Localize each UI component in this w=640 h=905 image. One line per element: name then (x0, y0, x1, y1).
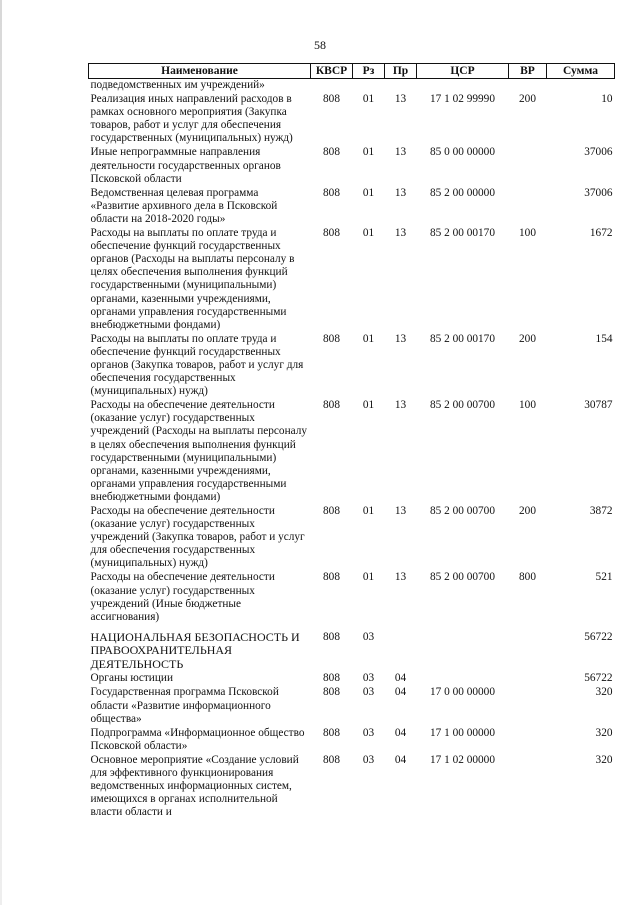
cell-sum: 521 (595, 571, 613, 584)
cell-name: НАЦИОНАЛЬНАЯ БЕЗОПАСНОСТЬ И ПРАВООХРАНИТЕЛЬНАЯ ДЕЯТЕЛЬНОСТЬ (90, 629, 300, 671)
cell-kvsr: 808 (323, 571, 340, 584)
cell-sum: 3872 (589, 505, 613, 517)
table-row (89, 672, 615, 686)
cell-sum: 30787 (584, 399, 613, 412)
cell-vr (509, 187, 547, 227)
table-header-row (89, 64, 615, 79)
cell-csr: 17 1 00 00000 (430, 726, 495, 739)
cell-csr: 85 0 00 00000 (430, 146, 495, 159)
table-body (89, 79, 615, 821)
cell-kvsr (311, 79, 353, 94)
cell-kvsr: 808 (323, 227, 340, 240)
cell-kvsr: 808 (323, 630, 340, 643)
cell-vr (509, 146, 547, 186)
cell-csr (417, 672, 509, 686)
cell-csr: 17 1 02 99990 (430, 93, 495, 106)
cell-pr: 13 (394, 186, 407, 199)
header-sum: Сумма (547, 64, 615, 79)
cell-name: Расходы на выплаты по оплате труда и обеспечение функций государственных органов (Расходы на выплаты персоналу в целях обеспечения выполнения функций государственными (муниципальными) органами, казенными учреждениями, органами управления государственными внебюджетными фондами) (90, 227, 295, 331)
cell-csr: 85 2 00 00170 (430, 332, 495, 345)
cell-pr: 13 (394, 571, 407, 584)
cell-sum: 320 (595, 726, 613, 739)
cell-sum (547, 79, 615, 94)
cell-csr: 85 2 00 00700 (430, 505, 495, 517)
cell-pr: 13 (394, 93, 407, 106)
cell-vr (509, 625, 547, 673)
cell-sum: 37006 (584, 146, 613, 159)
cell-sum: 56722 (584, 630, 613, 643)
cell-vr: 100 (519, 227, 536, 240)
cell-rz: 03 (362, 726, 375, 739)
header-csr: ЦСР (417, 64, 509, 79)
cell-vr: 800 (519, 571, 536, 584)
scan-edge (0, 0, 2, 905)
cell-kvsr: 808 (323, 753, 340, 766)
cell-csr: 85 2 00 00000 (430, 186, 495, 199)
cell-name: Подпрограмма «Информационное общество Псковской области» (90, 726, 305, 752)
table-row (89, 686, 615, 726)
cell-rz: 03 (362, 672, 375, 685)
cell-name: Расходы на обеспечение деятельности (оказание услуг) государственных учреждений (Иные бюджетные ассигнования) (90, 571, 275, 623)
cell-pr: 13 (394, 227, 407, 240)
table-row (89, 399, 615, 505)
cell-vr: 100 (519, 399, 536, 412)
cell-csr: 17 0 00 00000 (430, 686, 495, 699)
cell-name: Расходы на обеспечение деятельности (оказание услуг) государственных учреждений (Расходы на выплаты персоналу в целях обеспечения выполнения функций государственными (муниципальными) органами, казенными учреждениями, органами управления государственными внебюджетными фондами) (90, 399, 308, 503)
cell-vr: 200 (519, 332, 536, 345)
cell-rz: 01 (362, 505, 375, 517)
table-row (89, 754, 615, 820)
cell-name: Ведомственная целевая программа «Развитие архивного дела в Псковской области на 2018-2020 годы» (90, 186, 278, 225)
cell-kvsr: 808 (323, 332, 340, 345)
cell-pr: 13 (394, 332, 407, 345)
cell-pr: 04 (394, 686, 407, 699)
cell-pr: 13 (394, 146, 407, 159)
cell-pr: 04 (394, 753, 407, 766)
header-rz: Рз (353, 64, 385, 79)
table-row (89, 79, 615, 94)
cell-csr: 85 2 00 00700 (430, 571, 495, 584)
cell-rz: 03 (362, 630, 375, 643)
cell-kvsr: 808 (323, 186, 340, 199)
table-row (89, 93, 615, 146)
cell-pr (385, 625, 417, 673)
cell-rz: 01 (362, 571, 375, 584)
cell-vr (509, 686, 547, 726)
header-name: Наименование (89, 64, 311, 79)
cell-sum: 37006 (584, 186, 613, 199)
header-kvsr: КВСР (311, 64, 353, 79)
header-pr: Пр (385, 64, 417, 79)
cell-kvsr: 808 (323, 399, 340, 412)
cell-pr: 13 (394, 399, 407, 412)
cell-sum: 154 (595, 332, 613, 345)
cell-rz (353, 79, 385, 94)
cell-sum: 56722 (584, 672, 613, 685)
table-row (89, 227, 615, 333)
cell-rz: 03 (362, 686, 375, 699)
cell-name: Иные непрограммные направления деятельности государственных органов Псковской области (90, 146, 281, 185)
cell-sum: 1672 (589, 227, 613, 240)
cell-name: Расходы на выплаты по оплате труда и обеспечение функций государственных органов (Закупка товаров, работ и услуг для обеспечения государственных (муниципальных) нужд) (90, 332, 304, 398)
cell-rz: 01 (362, 227, 375, 240)
cell-kvsr: 808 (323, 93, 340, 106)
cell-csr (417, 625, 509, 673)
cell-pr (385, 79, 417, 94)
page-number: 58 (314, 38, 326, 52)
table-row (89, 333, 615, 399)
cell-sum: 10 (601, 93, 613, 106)
cell-kvsr: 808 (323, 672, 340, 685)
table-row (89, 727, 615, 754)
cell-csr: 85 2 00 00170 (430, 227, 495, 240)
cell-name: Реализация иных направлений расходов в рамках основного мероприятия (Закупка товаров, работ и услуг для обеспечения государственных (муниципальных) нужд) (90, 93, 293, 145)
cell-name: Государственная программа Псковской области «Развитие информационного общества» (90, 686, 279, 725)
cell-pr: 04 (394, 726, 407, 739)
cell-vr (509, 727, 547, 754)
cell-vr (509, 79, 547, 94)
cell-name: Расходы на обеспечение деятельности (оказание услуг) государственных учреждений (Закупка товаров, работ и услуг для обеспечения государственных (муниципальных) нужд) (90, 505, 305, 570)
cell-rz: 01 (362, 186, 375, 199)
cell-kvsr: 808 (323, 726, 340, 739)
cell-kvsr: 808 (323, 505, 340, 517)
cell-csr: 85 2 00 00700 (430, 399, 495, 412)
header-vr: ВР (509, 64, 547, 79)
cell-kvsr: 808 (323, 686, 340, 699)
cell-name: Органы юстиции (90, 672, 173, 685)
cell-rz: 03 (362, 753, 375, 766)
cell-sum: 320 (595, 753, 613, 766)
budget-table (88, 63, 615, 820)
cell-kvsr: 808 (323, 146, 340, 159)
cell-rz: 01 (362, 332, 375, 345)
cell-vr (509, 672, 547, 686)
cell-rz: 01 (362, 399, 375, 412)
cell-csr: 17 1 02 00000 (430, 753, 495, 766)
cell-name: Основное мероприятие «Создание условий для эффективного функционирования ведомственных информационных систем, имеющихся в органах исполнительной власти области и (90, 753, 299, 819)
cell-pr: 13 (394, 505, 407, 517)
cell-rz: 01 (362, 146, 375, 159)
table-row (89, 505, 615, 571)
table-row (89, 571, 615, 624)
cell-sum: 320 (595, 686, 613, 699)
table-row (89, 187, 615, 227)
cell-csr (417, 79, 509, 94)
cell-rz: 01 (362, 93, 375, 106)
cell-name: подведомственных им учреждений» (90, 79, 265, 91)
cell-vr: 200 (519, 505, 536, 517)
cell-pr: 04 (394, 672, 407, 685)
cell-vr: 200 (519, 93, 536, 106)
table-row (89, 146, 615, 186)
cell-vr (509, 754, 547, 820)
table-row (89, 625, 615, 673)
